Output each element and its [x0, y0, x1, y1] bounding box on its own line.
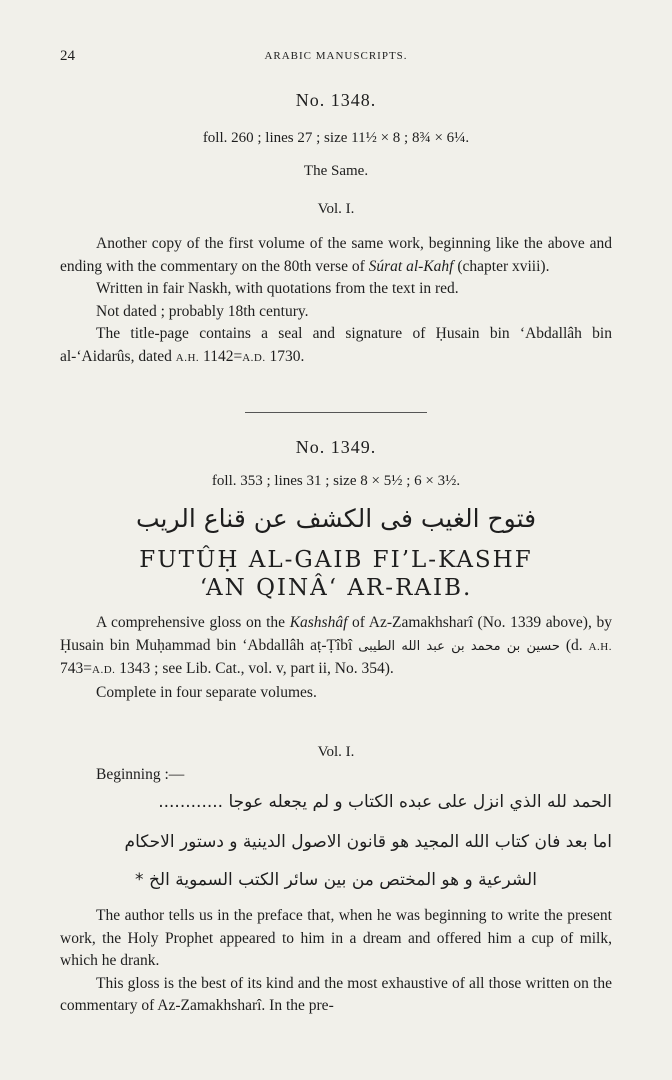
entry-1349-paragraph	[60, 612, 612, 682]
entry-1348-seal-note	[60, 323, 612, 369]
era-abbrev: A.D.	[92, 664, 116, 676]
beginning-label: Beginning :—	[96, 766, 185, 783]
entry-1349-volume: Vol. I.	[317, 744, 355, 760]
entry-1348-paragraph	[60, 233, 612, 278]
text-run: of Az-Zamakhsharî (No. 1339 above), by Ḥusain bin Muḥammad bin ‘Abdallâh aṭ-Ṭîbî	[60, 614, 612, 654]
era-abbrev: A.H.	[175, 351, 200, 364]
entry-1348-title: The Same.	[303, 163, 369, 179]
entry-1349-number: No. 1349.	[295, 437, 377, 457]
text-run: Another copy of the first volume of the same work, beginning like the above and ending with the commentary on the 80th verse of	[60, 235, 612, 275]
arabic-title: فتوح الغيب فى الكشف عن قناع الريب	[135, 504, 537, 533]
entry-1349-preface-note	[60, 905, 612, 1018]
transliterated-title-line-2: ‘AN QINÂ‘ AR-RAIB.	[199, 575, 473, 601]
entry-1348-script-note: Written in fair Naskh, with quotations from the text in red.	[96, 280, 459, 297]
surah-name: Súrat al-Kahf	[368, 257, 454, 275]
text-run: 743=	[60, 660, 92, 677]
entry-1348-number: No. 1348.	[295, 90, 377, 110]
entry-1349-volumes-note: Complete in four separate volumes.	[96, 683, 317, 701]
era-abbrev: A.H.	[588, 640, 612, 653]
entry-1348-description	[60, 233, 612, 369]
entry-1348-meta: foll. 260 ; lines 27 ; size 11½ × 8 ; 8¾ × 6¼.	[202, 130, 470, 146]
work-title: Kashshâf	[289, 614, 348, 631]
page-number: 24	[60, 48, 75, 64]
author-name-arabic: حسين بن محمد بن عبد الله الطيبى	[358, 638, 560, 654]
entry-1349-meta: foll. 353 ; lines 31 ; size 8 × 5½ ; 6 × 3½.	[211, 473, 461, 489]
running-title: ARABIC MANUSCRIPTS.	[264, 50, 408, 62]
text-run: 1730.	[265, 347, 305, 365]
section-divider	[245, 412, 427, 413]
text-run: 1142=	[199, 347, 243, 365]
page-header	[60, 48, 612, 68]
entry-1349-description	[60, 612, 612, 704]
assessment-paragraph: This gloss is the best of its kind and the most exhaustive of all those written on the commentary of Az-Zamakhsharî. In the pre-	[60, 974, 612, 1014]
entry-1348-date-note: Not dated ; probably 18th century.	[96, 302, 309, 320]
arabic-incipit-line-1: الحمد لله الذي انزل على عبده الكتاب و لم يجعله عوجا ............	[158, 792, 612, 812]
transliterated-title-line-1: FUTÛḤ AL-GAIB FI’L-KASHF	[139, 547, 533, 573]
text-run: 1343 ; see Lib. Cat., vol. v, part ii, No. 354).	[115, 660, 394, 677]
entry-1348-volume: Vol. I.	[317, 201, 355, 217]
arabic-incipit-line-3: الشرعية و هو المختص من بين سائر الكتب السموية الخ *	[135, 870, 537, 890]
text-run: (chapter xviii).	[453, 257, 550, 275]
arabic-incipit-line-2: اما بعد فان كتاب الله المجيد هو قانون الاصول الدينية و دستور الاحكام	[124, 832, 612, 852]
text-run: A comprehensive gloss on the	[96, 614, 290, 631]
text-run: The title-page contains a seal and signature of Ḥusain bin ‘Abdallâh bin al-‘Aidarûs, dated	[60, 325, 612, 365]
era-abbrev: A.D.	[242, 351, 266, 364]
text-run: (d.	[559, 636, 589, 654]
preface-paragraph: The author tells us in the preface that, when he was beginning to write the present work, the Holy Prophet appeared to him in a dream and offered him a cup of milk, which he drank.	[60, 907, 612, 969]
